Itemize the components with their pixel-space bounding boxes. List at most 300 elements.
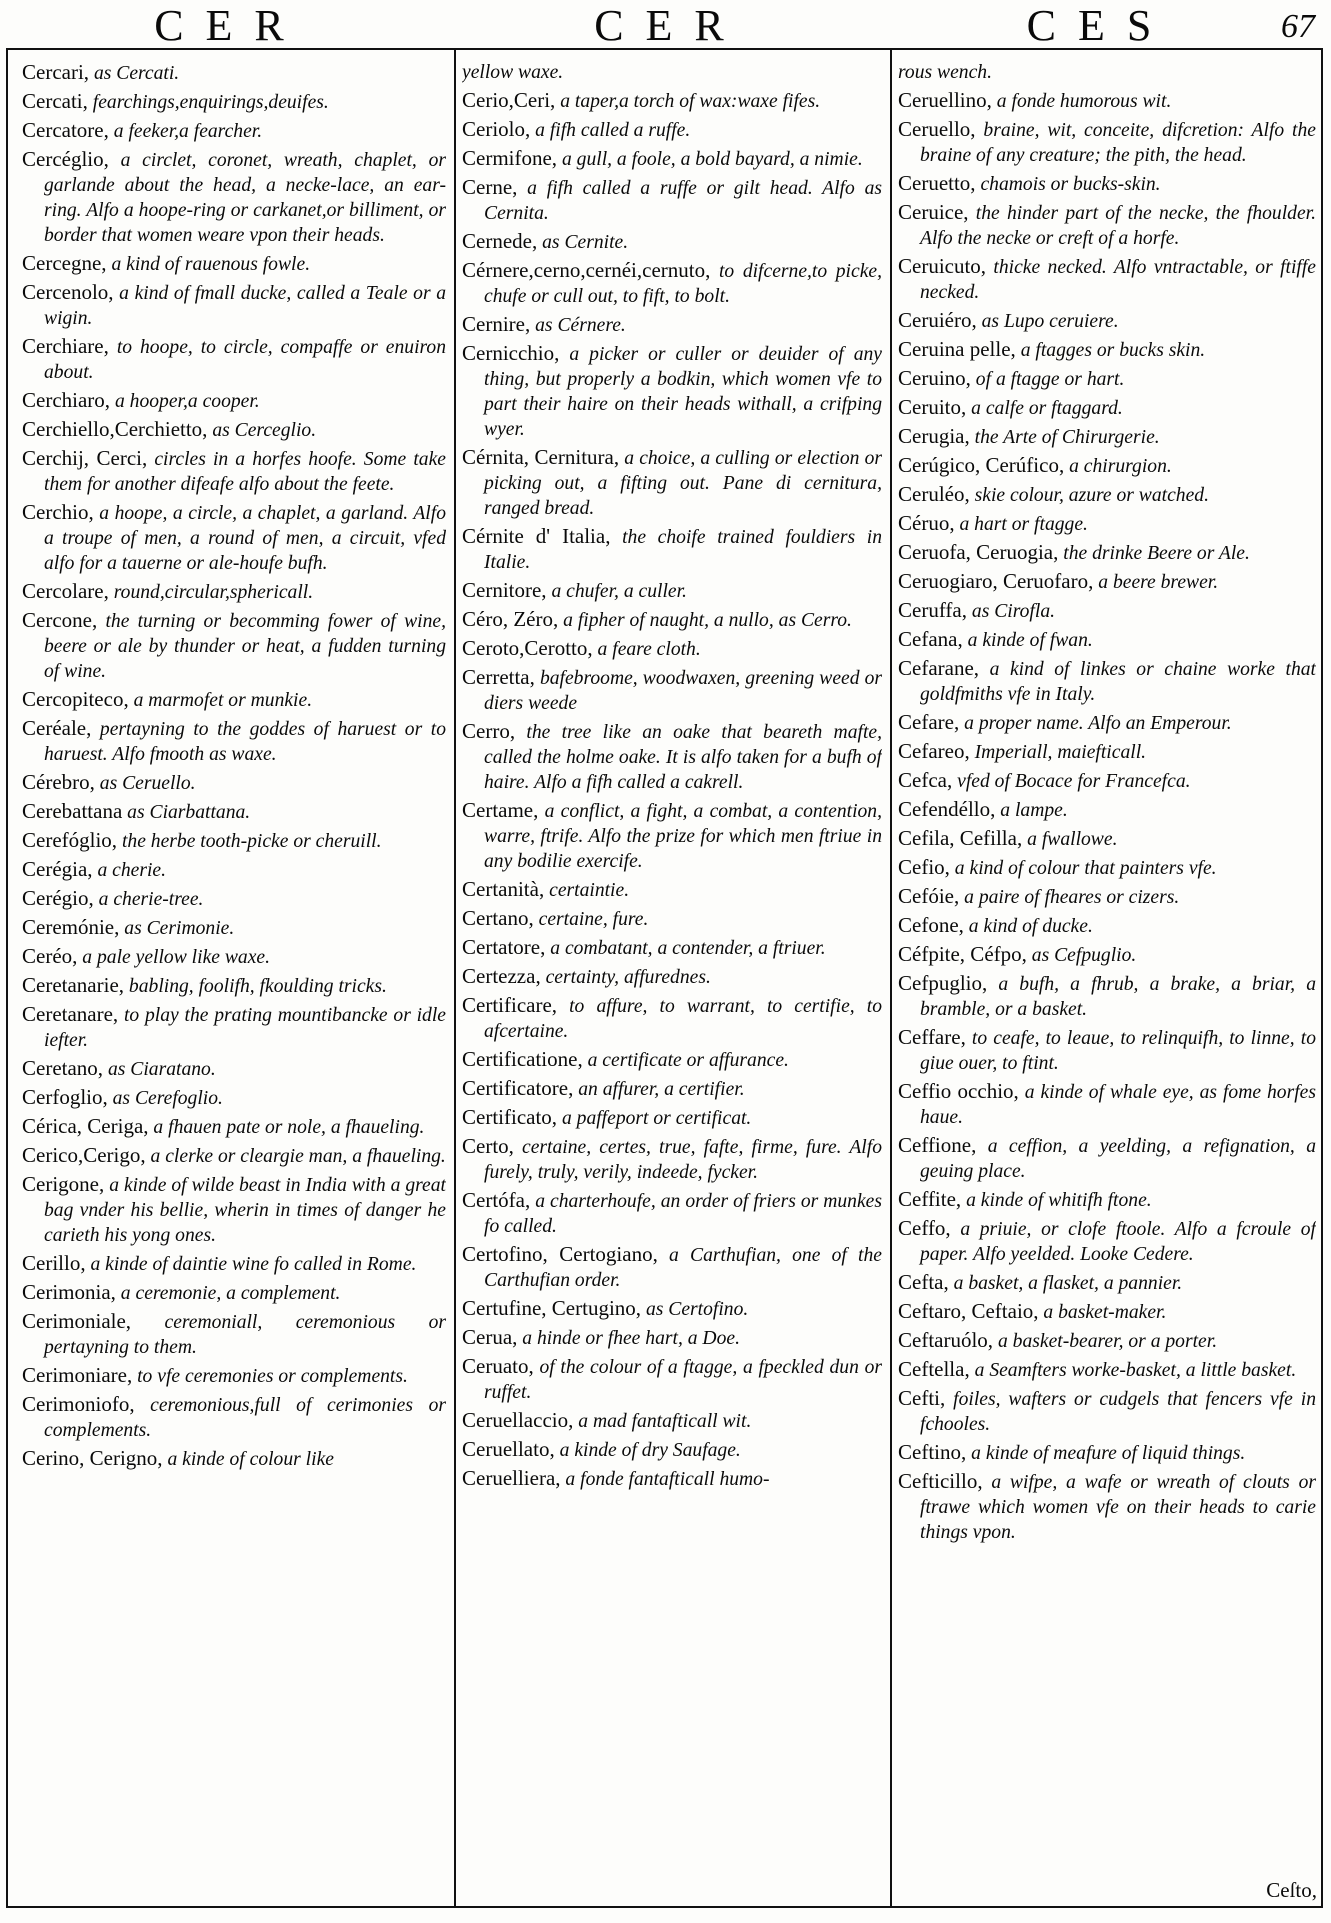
entry-headword: Cerchiare, xyxy=(22,334,109,358)
dictionary-entry xyxy=(462,993,882,1044)
entry-headword: Cefio, xyxy=(898,855,950,879)
dictionary-entry xyxy=(898,366,1316,392)
entry-headword: Cerro, xyxy=(462,719,516,743)
entry-definition: to ceafe, to leaue, to relinquifh, to linne, to giue ouer, to ftint. xyxy=(920,1028,1316,1074)
dictionary-entry xyxy=(898,1270,1316,1296)
column-3 xyxy=(898,60,1316,1902)
dictionary-entry xyxy=(462,1134,882,1185)
entry-definition: as Cerimonie. xyxy=(119,918,235,939)
entry-headword: Cefana, xyxy=(898,627,963,651)
entry-definition: as Ciaratano. xyxy=(103,1059,216,1080)
dictionary-entry xyxy=(462,1105,882,1131)
dictionary-entry xyxy=(462,1047,882,1073)
entry-headword: Ceréale, xyxy=(22,716,92,740)
dictionary-entry xyxy=(898,627,1316,653)
entry-headword: Ceffite, xyxy=(898,1187,962,1211)
entry-definition: the hinder part of the necke, the fhoulder. Alfo the necke or creft of a horfe. xyxy=(920,203,1316,249)
entry-definition: rous wench. xyxy=(898,62,992,83)
entry-headword: Cerico,Cerigo, xyxy=(22,1143,146,1167)
entry-definition: a fonde fantafticall humo- xyxy=(560,1469,770,1490)
entry-headword: Certame, xyxy=(462,798,539,822)
dictionary-entry xyxy=(22,1056,446,1082)
dictionary-entry xyxy=(22,60,446,86)
dictionary-entry xyxy=(22,799,446,825)
dictionary-entry xyxy=(462,1354,882,1405)
dictionary-entry xyxy=(22,915,446,941)
entry-definition: the herbe tooth-picke or cheruill. xyxy=(117,831,382,852)
entry-definition: babling, foolifh, fkoulding tricks. xyxy=(124,976,387,997)
dictionary-entry xyxy=(22,1085,446,1111)
entry-definition: a kind of fmall ducke, called a Teale or a wigin. xyxy=(44,283,446,329)
entry-definition: a feeker,a fearcher. xyxy=(108,121,263,142)
entry-definition: a kinde of whale eye, as fome horfes haue. xyxy=(920,1082,1316,1128)
entry-definition: a ceffion, a yeelding, a refignation, a geuing place. xyxy=(920,1136,1316,1182)
dictionary-entry xyxy=(462,1408,882,1434)
entry-headword: Ceffo, xyxy=(898,1216,951,1240)
dictionary-entry xyxy=(898,942,1316,968)
entry-definition: a cherie-tree. xyxy=(93,889,204,910)
entry-definition: a paffeport or certificat. xyxy=(557,1108,752,1129)
entry-definition: ceremonious,full of cerimonies or complements. xyxy=(44,1395,446,1441)
entry-definition: chamois or bucks-skin. xyxy=(975,174,1161,195)
entry-definition: a cherie. xyxy=(92,860,166,881)
entry-headword: Ceruito, xyxy=(898,395,967,419)
entry-definition: as Cefpuglio. xyxy=(1026,945,1137,966)
entry-headword: Ceruiéro, xyxy=(898,308,977,332)
entry-headword: Cérnite d' Italia, xyxy=(462,524,611,548)
dictionary-entry xyxy=(898,88,1316,114)
entry-headword: Ceffione, xyxy=(898,1133,977,1157)
entry-headword: Céfpite, Céfpo, xyxy=(898,942,1027,966)
entry-headword: Ceruellino, xyxy=(898,88,992,112)
dictionary-entry xyxy=(22,251,446,277)
entry-definition: the tree like an oake that beareth mafte, called the holme oake. It is alfo taken for a bufh of haire. Alfo a fifh called a cakrell. xyxy=(484,722,882,793)
dictionary-entry xyxy=(898,855,1316,881)
entry-definition: a fhauen pate or nole, a fhaueling. xyxy=(148,1117,425,1138)
dictionary-entry xyxy=(22,1446,446,1472)
entry-headword: Ceruffa, xyxy=(898,598,967,622)
entry-headword: Ceréo, xyxy=(22,944,78,968)
dictionary-entry xyxy=(898,511,1316,537)
entry-headword: Cefareo, xyxy=(898,739,970,763)
entry-definition: certainty, affurednes. xyxy=(540,967,711,988)
entry-definition: as Cerceglio. xyxy=(207,420,317,441)
dictionary-entry xyxy=(898,254,1316,305)
entry-definition: a gull, a foole, a bold bayard, a nimie. xyxy=(557,149,863,170)
entry-definition: a mad fantafticall wit. xyxy=(573,1411,752,1432)
entry-headword: Ceftella, xyxy=(898,1357,970,1381)
entry-headword: Certificatione, xyxy=(462,1047,583,1071)
dictionary-entry xyxy=(898,171,1316,197)
dictionary-entry xyxy=(462,445,882,521)
dictionary-entry xyxy=(462,636,882,662)
entry-headword: Certufine, Certugino, xyxy=(462,1296,642,1320)
dictionary-entry xyxy=(22,579,446,605)
entry-definition: as Cernite. xyxy=(537,232,629,253)
dictionary-entry xyxy=(462,877,882,903)
dictionary-entry xyxy=(22,1280,446,1306)
entry-definition: as Cercati. xyxy=(89,63,180,84)
entry-definition: a fifh called a ruffe or gilt head. Alfo as Cernita. xyxy=(484,178,882,224)
entry-headword: Ceftino, xyxy=(898,1440,967,1464)
entry-definition: as Certofino. xyxy=(641,1299,749,1320)
dictionary-entry xyxy=(898,482,1316,508)
entry-headword: Ceremónie, xyxy=(22,915,120,939)
entry-definition: as Ceruello. xyxy=(94,773,196,794)
entry-headword: Cefare, xyxy=(898,710,960,734)
dictionary-entry xyxy=(462,1076,882,1102)
dictionary-entry xyxy=(462,1466,882,1492)
entry-headword: Cérica, Ceriga, xyxy=(22,1114,149,1138)
entry-headword: Ceruino, xyxy=(898,366,971,390)
entry-definition: as Ciarbattana. xyxy=(122,802,251,823)
entry-headword: Ceruicuto, xyxy=(898,254,987,278)
entry-headword: Cerchij, Cerci, xyxy=(22,446,148,470)
entry-definition: the Arte of Chirurgerie. xyxy=(969,427,1160,448)
entry-headword: Cérebro, xyxy=(22,770,95,794)
dictionary-entry xyxy=(22,280,446,331)
entry-headword: Ceruetto, xyxy=(898,171,976,195)
entry-definition: a picker or culler or deuider of any thing, but properly a bodkin, which women vfe to part their haire on their heads withall, a crifping wyer. xyxy=(484,344,882,440)
entry-headword: Ceretanarie, xyxy=(22,973,125,997)
dictionary-entry xyxy=(898,117,1316,168)
dictionary-entry xyxy=(898,797,1316,823)
entry-definition: a fonde humorous wit. xyxy=(991,91,1172,112)
entry-definition: a fifh called a ruffe. xyxy=(530,120,691,141)
dictionary-entry xyxy=(898,424,1316,450)
entry-definition: a marmofet or munkie. xyxy=(128,690,313,711)
entry-definition: certaintie. xyxy=(544,880,630,901)
dictionary-entry xyxy=(898,337,1316,363)
dictionary-entry xyxy=(22,417,446,443)
entry-definition: a ftagges or bucks skin. xyxy=(1015,340,1206,361)
entry-definition: yellow waxe. xyxy=(462,62,564,83)
entry-headword: Certanità, xyxy=(462,877,545,901)
entry-definition: circles in a horfes hoofe. Some take them for another difeafe alfo about the feete. xyxy=(44,449,446,495)
entry-definition: a hoope, a circle, a chaplet, a garland. Alfo a troupe of men, a round of men, a circuit, vfed alfo for a tauerne or ale-houfe bufh. xyxy=(44,503,446,574)
entry-definition: a kinde of whitifh ftone. xyxy=(961,1190,1152,1211)
entry-definition: to hoope, to circle, compaffe or enuiron about. xyxy=(44,337,446,383)
entry-headword: Ceruato, xyxy=(462,1354,534,1378)
dictionary-entry xyxy=(22,608,446,684)
entry-definition: a pale yellow like waxe. xyxy=(77,947,271,968)
column-2 xyxy=(462,60,882,1902)
entry-headword: Certezza, xyxy=(462,964,541,988)
dictionary-entry xyxy=(898,656,1316,707)
entry-definition: a choice, a culling or election or picking out, a fifting out. Pane di cernitura, ranged bread. xyxy=(484,448,882,519)
dictionary-entry xyxy=(462,88,882,114)
entry-definition: fearchings,enquirings,deuifes. xyxy=(87,92,329,113)
dictionary-entry xyxy=(898,1025,1316,1076)
entry-headword: Cercolare, xyxy=(22,579,109,603)
dictionary-entry xyxy=(22,770,446,796)
dictionary-entry xyxy=(22,334,446,385)
entry-definition: to play the prating mountibancke or idle iefter. xyxy=(44,1005,446,1051)
dictionary-entry xyxy=(462,798,882,874)
catchword: Ceſto, xyxy=(1266,1878,1317,1902)
dictionary-entry xyxy=(898,308,1316,334)
dictionary-entry xyxy=(898,1386,1316,1437)
dictionary-entry xyxy=(898,569,1316,595)
entry-headword: Certofino, Certogiano, xyxy=(462,1242,658,1266)
dictionary-entry xyxy=(898,1357,1316,1383)
entry-definition: a basket-bearer, or a porter. xyxy=(993,1331,1218,1352)
running-head-center: CER xyxy=(594,1,746,50)
dictionary-entry xyxy=(22,89,446,115)
dictionary-entry xyxy=(898,200,1316,251)
entry-definition: as Cirofla. xyxy=(967,601,1056,622)
entry-headword: Cerégia, xyxy=(22,857,93,881)
dictionary-entry xyxy=(898,1079,1316,1130)
dictionary-entry xyxy=(462,906,882,932)
entry-headword: Cefóie, xyxy=(898,884,960,908)
entry-headword: Ceruice, xyxy=(898,200,969,224)
entry-headword: Cercegne, xyxy=(22,251,107,275)
entry-headword: Ceffio occhio, xyxy=(898,1079,1019,1103)
entry-headword: Ceriolo, xyxy=(462,117,531,141)
entry-definition: a kinde of dry Saufage. xyxy=(554,1440,741,1461)
entry-definition: a chufer, a culler. xyxy=(546,581,687,602)
dictionary-entry xyxy=(462,341,882,442)
entry-headword: Cerne, xyxy=(462,175,518,199)
entry-definition: a circlet, coronet, wreath, chaplet, or garlande about the head, a necke-lace, an ear-ring. Alfo a hoope-ring or carkanet,or billiment, or border that women weare vpon their heads. xyxy=(44,150,446,246)
running-head-right: CES xyxy=(1026,1,1174,50)
entry-headword: Cerio,Ceri, xyxy=(462,88,556,112)
entry-headword: Cerugia, xyxy=(898,424,970,448)
entry-headword: Cercatore, xyxy=(22,118,109,142)
entry-headword: Cerino, Cerigno, xyxy=(22,1446,163,1470)
entry-headword: Cercari, xyxy=(22,60,90,84)
dictionary-entry xyxy=(898,395,1316,421)
dictionary-entry xyxy=(462,146,882,172)
dictionary-entry xyxy=(898,453,1316,479)
dictionary-entry xyxy=(22,973,446,999)
entry-headword: Ceffare, xyxy=(898,1025,966,1049)
dictionary-entry xyxy=(898,1216,1316,1267)
running-head-left: CER xyxy=(154,1,306,50)
dictionary-entry xyxy=(898,1299,1316,1325)
entry-definition: a fipher of naught, a nullo, as Cerro. xyxy=(558,610,852,631)
entry-definition: a basket, a flasket, a pannier. xyxy=(948,1273,1183,1294)
dictionary-entry xyxy=(462,175,882,226)
entry-headword: Cerúgico, Cerúfico, xyxy=(898,453,1065,477)
entry-headword: Cerefóglio, xyxy=(22,828,118,852)
entry-headword: Cérnita, Cernitura, xyxy=(462,445,620,469)
entry-definition: a taper,a torch of wax:waxe fifes. xyxy=(555,91,821,112)
dictionary-entry xyxy=(22,886,446,912)
entry-definition: of the colour of a ftagge, a fpeckled dun or ruffet. xyxy=(484,1357,882,1403)
entry-definition: a kind of ducke. xyxy=(963,916,1093,937)
entry-definition: ceremoniall, ceremonious or pertayning to them. xyxy=(44,1312,446,1358)
entry-definition: an affurer, a certifier. xyxy=(573,1079,745,1100)
dictionary-entry xyxy=(462,607,882,633)
entry-headword: Cerigone, xyxy=(22,1172,105,1196)
entry-definition: a conflict, a fight, a combat, a contention, warre, ftrife. Alfo the prize for which men ftriue in any bodilie exercife. xyxy=(484,801,882,872)
entry-headword: Céro, Zéro, xyxy=(462,607,559,631)
dictionary-entry xyxy=(898,710,1316,736)
entry-definition: as Cerefoglio. xyxy=(107,1088,223,1109)
dictionary-entry xyxy=(898,598,1316,624)
dictionary-entry xyxy=(462,719,882,795)
entry-definition: certaine, certes, true, fafte, firme, fure. Alfo furely, truly, verily, indeede, fycker. xyxy=(484,1137,882,1183)
entry-definition: a kind of colour that painters vfe. xyxy=(949,858,1217,879)
entry-headword: Ceretano, xyxy=(22,1056,104,1080)
dictionary-entry xyxy=(898,913,1316,939)
dictionary-entry xyxy=(898,1440,1316,1466)
entry-definition: a lampe. xyxy=(995,800,1068,821)
dictionary-entry xyxy=(898,540,1316,566)
entry-headword: Cérnere,cerno,cernéi,cernuto, xyxy=(462,258,711,282)
dictionary-entry xyxy=(22,500,446,576)
entry-headword: Certano, xyxy=(462,906,534,930)
dictionary-entry xyxy=(22,147,446,248)
entry-definition: a kind of linkes or chaine worke that goldfmiths vfe in Italy. xyxy=(920,659,1316,705)
entry-definition: the drinke Beere or Ale. xyxy=(1058,543,1250,564)
entry-headword: Cefendéllo, xyxy=(898,797,996,821)
entry-headword: Certófa, xyxy=(462,1188,531,1212)
entry-headword: Cerillo, xyxy=(22,1251,86,1275)
entry-headword: Cercopiteco, xyxy=(22,687,129,711)
entry-headword: Cerimoniale, xyxy=(22,1309,132,1333)
dictionary-entry xyxy=(898,1187,1316,1213)
dictionary-entry xyxy=(898,1469,1316,1545)
entry-headword: Certo, xyxy=(462,1134,514,1158)
entry-definition: a combatant, a contender, a ftriuer. xyxy=(545,938,826,959)
dictionary-entry xyxy=(22,857,446,883)
dictionary-entry xyxy=(462,935,882,961)
entry-headword: Cerretta, xyxy=(462,665,535,689)
dictionary-entry xyxy=(462,312,882,338)
entry-headword: Ceruello, xyxy=(898,117,976,141)
dictionary-entry xyxy=(898,768,1316,794)
entry-definition: a hinde or fhee hart, a Doe. xyxy=(517,1328,740,1349)
entry-definition: a proper name. Alfo an Emperour. xyxy=(959,713,1232,734)
entry-headword: Cermifone, xyxy=(462,146,558,170)
entry-headword: Cerebattana xyxy=(22,799,123,823)
dictionary-entry xyxy=(462,665,882,716)
dictionary-entry xyxy=(462,1242,882,1293)
entry-definition: a Carthufian, one of the Carthufian order. xyxy=(484,1245,882,1291)
entry-headword: Ceruina pelle, xyxy=(898,337,1016,361)
dictionary-entry xyxy=(22,1114,446,1140)
dictionary-entry xyxy=(22,1363,446,1389)
entry-definition: a basket-maker. xyxy=(1038,1302,1167,1323)
dictionary-entry xyxy=(462,578,882,604)
entry-headword: Cefti, xyxy=(898,1386,946,1410)
entry-headword: Cercenolo, xyxy=(22,280,114,304)
entry-definition: to vfe ceremonies or complements. xyxy=(132,1366,408,1387)
entry-headword: Ceruofa, Ceruogia, xyxy=(898,540,1059,564)
dictionary-entry xyxy=(462,60,882,85)
entry-definition: foiles, wafters or cudgels that fencers vfe in fchooles. xyxy=(920,1389,1316,1435)
dictionary-entry xyxy=(22,1309,446,1360)
entry-definition: braine, wit, conceite, difcretion: Alfo the braine of any creature; the pith, the head. xyxy=(920,120,1316,166)
entry-definition: a hart or ftagge. xyxy=(954,514,1088,535)
dictionary-entry xyxy=(22,1143,446,1169)
entry-headword: Cerchiello,Cerchietto, xyxy=(22,417,208,441)
dictionary-entry xyxy=(462,1325,882,1351)
entry-headword: Cernire, xyxy=(462,312,531,336)
dictionary-entry xyxy=(22,388,446,414)
entry-definition: a priuie, or clofe ftoole. Alfo a fcroule of paper. Alfo yeelded. Looke Cedere. xyxy=(920,1219,1316,1265)
entry-headword: Certificatore, xyxy=(462,1076,574,1100)
entry-definition: a chirurgion. xyxy=(1064,456,1172,477)
entry-definition: a Seamfters worke-basket, a little basket. xyxy=(969,1360,1297,1381)
entry-definition: a kinde of colour like xyxy=(162,1449,334,1470)
entry-definition: a feare cloth. xyxy=(592,639,701,660)
dictionary-entry xyxy=(462,524,882,575)
dictionary-entry xyxy=(22,828,446,854)
entry-headword: Cercone, xyxy=(22,608,98,632)
dictionary-entry xyxy=(898,1328,1316,1354)
entry-definition: as Cérnere. xyxy=(530,315,626,336)
entry-headword: Cerua, xyxy=(462,1325,518,1349)
entry-definition: Imperiall, maiefticall. xyxy=(969,742,1147,763)
entry-definition: a kind of rauenous fowle. xyxy=(106,254,311,275)
entry-definition: skie colour, azure or watched. xyxy=(969,485,1210,506)
entry-definition: to difcerne,to picke, chufe or cull out, to fift, to bolt. xyxy=(484,261,882,307)
entry-definition: of a ftagge or hart. xyxy=(970,369,1125,390)
dictionary-entry xyxy=(22,446,446,497)
dictionary-entry xyxy=(898,60,1316,85)
entry-headword: Cercéglio, xyxy=(22,147,109,171)
entry-definition: to affure, to warrant, to certifie, to afcertaine. xyxy=(484,996,882,1042)
entry-definition: a paire of fheares or cizers. xyxy=(959,887,1180,908)
entry-headword: Cefta, xyxy=(898,1270,949,1294)
entry-definition: the choife trained fouldiers in Italie. xyxy=(484,527,882,573)
dictionary-entry xyxy=(22,1172,446,1248)
entry-definition: the turning or becomming fower of wine, beere or ale by thunder or heat, a fudden turning of wine. xyxy=(44,611,446,682)
entry-headword: Ceruogiaro, Ceruofaro, xyxy=(898,569,1094,593)
entry-definition: a kinde of fwan. xyxy=(962,630,1093,651)
entry-headword: Cerfoglio, xyxy=(22,1085,108,1109)
dictionary-entry xyxy=(22,118,446,144)
entry-definition: as Lupo ceruiere. xyxy=(976,311,1119,332)
dictionary-entry xyxy=(22,716,446,767)
entry-definition: a beere brewer. xyxy=(1093,572,1219,593)
entry-definition: a kinde of wilde beast in India with a great bag vnder his bellie, wherin in times of danger he carieth his yong ones. xyxy=(44,1175,446,1246)
entry-headword: Certificato, xyxy=(462,1105,558,1129)
dictionary-entry xyxy=(898,826,1316,852)
entry-definition: a wifpe, a wafe or wreath of clouts or ftrawe which women vfe on their heads to carie things vpon. xyxy=(920,1472,1316,1543)
entry-definition: a clerke or cleargie man, a fhaueling. xyxy=(145,1146,446,1167)
entry-headword: Cernitore, xyxy=(462,578,547,602)
entry-definition: a ceremonie, a complement. xyxy=(115,1283,341,1304)
dictionary-entry xyxy=(22,944,446,970)
entry-headword: Cerchio, xyxy=(22,500,94,524)
dictionary-entry xyxy=(462,117,882,143)
entry-headword: Ceftaruólo, xyxy=(898,1328,994,1352)
entry-definition: a bufh, a fhrub, a brake, a briar, a bramble, or a basket. xyxy=(920,974,1316,1020)
entry-definition: a certificate or affurance. xyxy=(582,1050,789,1071)
entry-definition: bafebroome, woodwaxen, greening weed or diers weede xyxy=(484,668,882,714)
entry-headword: Ceretanare, xyxy=(22,1002,119,1026)
entry-definition: a kinde of meafure of liquid things. xyxy=(966,1443,1246,1464)
entry-headword: Cernicchio, xyxy=(462,341,560,365)
entry-headword: Certificare, xyxy=(462,993,558,1017)
entry-headword: Ceruléo, xyxy=(898,482,970,506)
entry-definition: certaine, fure. xyxy=(533,909,649,930)
dictionary-entry xyxy=(462,1437,882,1463)
entry-definition: thicke necked. Alfo vntractable, or ftiffe necked. xyxy=(920,257,1316,303)
entry-definition: a charterhoufe, an order of friers or munkes fo called. xyxy=(484,1191,882,1237)
dictionary-entry xyxy=(462,964,882,990)
entry-definition: a hooper,a cooper. xyxy=(110,391,260,412)
column-rule xyxy=(454,50,456,1906)
entry-headword: Cefone, xyxy=(898,913,964,937)
entry-headword: Céruo, xyxy=(898,511,955,535)
entry-definition: a calfe or ftaggard. xyxy=(966,398,1123,419)
